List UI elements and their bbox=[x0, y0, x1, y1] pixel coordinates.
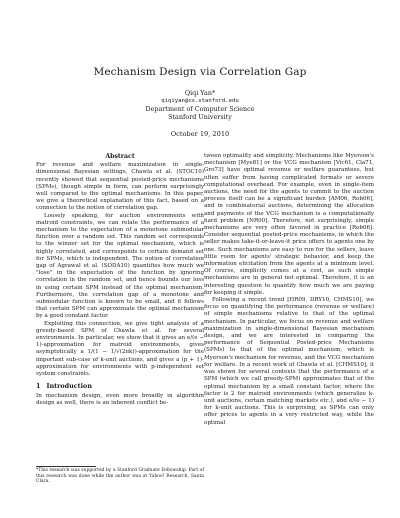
abstract-paragraph-1: For revenue and welfare maximization in single-dimensional Bayesian settings, Chawla et al. (STOC10) recently showed that sequential posted-price mechanisms (SPMs), though simple in form, can perform surprisingly well compared to the optimal mechanisms. In this paper, we give a theoretical explanation of this fact, based on a connection to the notion of correlation gap. bbox=[36, 162, 204, 212]
footnote: *This research was supported by a Stanford Graduate Fellowship. Part of this research was done while the author was at Yahoo! Research, Santa Clara. bbox=[36, 468, 204, 485]
intro-paragraph-2: tween optimality and simplicity. Mechanisms like Myerson's mechanism [Mye81] or the VCG mechanism [Vic61, Cla71, Gro73] have optimal revenue or welfare guarantees, but often suffer from having complicated formats or severe computational overhead. For example, even in single-item auctions, the need for the agents to commit to the auction process itself can be a significant burden [AM06, Rob06], and in combinatorial auctions, determining the allocation and payments of the VCG mechanism is a computationally hard problem [NR00]. Therefore, not surprisingly, simple mechanisms are very often favored in practice [Rob06]. Consider sequential posted-price mechanisms, in which the seller makes take-it-or-leave-it price offers to agents one by one. Such mechanisms are easy to run for the sellers, leave little room for agents' strategic behavior, and keep the information elicitation from the agents at a minimum level. Of course, simplicity comes at a cost, as such simple mechanisms are in general not optimal. Therefore, it is an interesting question to quantify how much we are paying for keeping it simple. bbox=[204, 153, 374, 296]
author-email: qiqiyan@cs.stanford.edu bbox=[161, 98, 239, 104]
paper-date: October 19, 2010 bbox=[170, 130, 230, 138]
footnote-rule bbox=[36, 466, 96, 467]
intro-paragraph-1: In mechanism design, even more broadly in algorithm design as well, there is an inherent conflict be- bbox=[36, 392, 204, 406]
right-column bbox=[204, 153, 374, 427]
abstract-paragraph-2: Loosely speaking, for auction environments with matroid constraints, we can relate the performance of a mechanism to the expectation of a monotone submodular function over a random set. This random set corresponds to the winner set for the optimal mechanism, which is highly correlated, and corresponds to certain demand set for SPMs, which is independent. The notion of correlation gap of Agrawal et al. (SODA10) quantifies how much we "lose" in the expectation of the function by ignoring correlation in the random set, and hence bounds our loss in using certain SPM instead of the optimal mechanism. Furthermore, the correlation gap of a monotone and submodular function is known to be small, and it follows that certain SPM can approximate the optimal mechanism by a good constant factor. bbox=[36, 212, 204, 320]
author-department: Department of Computer Science bbox=[145, 105, 255, 113]
left-column bbox=[36, 153, 204, 407]
intro-paragraph-3: Following a recent trend [HR09, DRY10, CHMS10], we focus on quantifying the performance (revenue or welfare) of simple mechanisms relative to that of the optimal mechanism. In particular, we focus on revenue and welfare maximization in single-dimensional Bayesian mechanism design, and we are interested in comparing the performance of Sequential Posted-price Mechanisms (SPMs) to that of the optimal mechanism, which is Myerson's mechanism for revenue, and the VCG mechanism for welfare. In a recent work of Chawla et al. [CHMS10], it was shown for several contexts that the performance of a SPM (which we call greedy-SPM) approximates that of the optimal mechanism by a small constant factor, where the factor is 2 for matroid environments (which generalize k-unit auctions, certain matching markets etc.), and e/(e − 1) for k-unit auctions. This is surprising, as SPMs can only offer prices to agents in a very restricted way, while the optimal bbox=[204, 297, 374, 426]
section-heading-introduction bbox=[36, 383, 204, 390]
author-university: Stanford University bbox=[168, 113, 232, 121]
abstract-paragraph-3: Exploiting this connection, we give tight analysis of a greedy-based SPM of Chawla et al. for several environments. In particular, we show that it gives an e/(e − 1)-approximation for matroid environments, gives asymptotically a 1/(1 − 1/√(2πk))-approximation for the important sub-case of k-unit auctions, and gives a (p + 1)-approximation for environments with p-independent set system constraints. bbox=[36, 320, 204, 378]
abstract-heading: Abstract bbox=[105, 153, 135, 160]
paper-title: Mechanism Design via Correlation Gap bbox=[93, 66, 307, 78]
section-number: 1 bbox=[36, 382, 41, 391]
author-name: Qiqi Yan* bbox=[184, 89, 216, 97]
section-title: Introduction bbox=[46, 382, 92, 391]
